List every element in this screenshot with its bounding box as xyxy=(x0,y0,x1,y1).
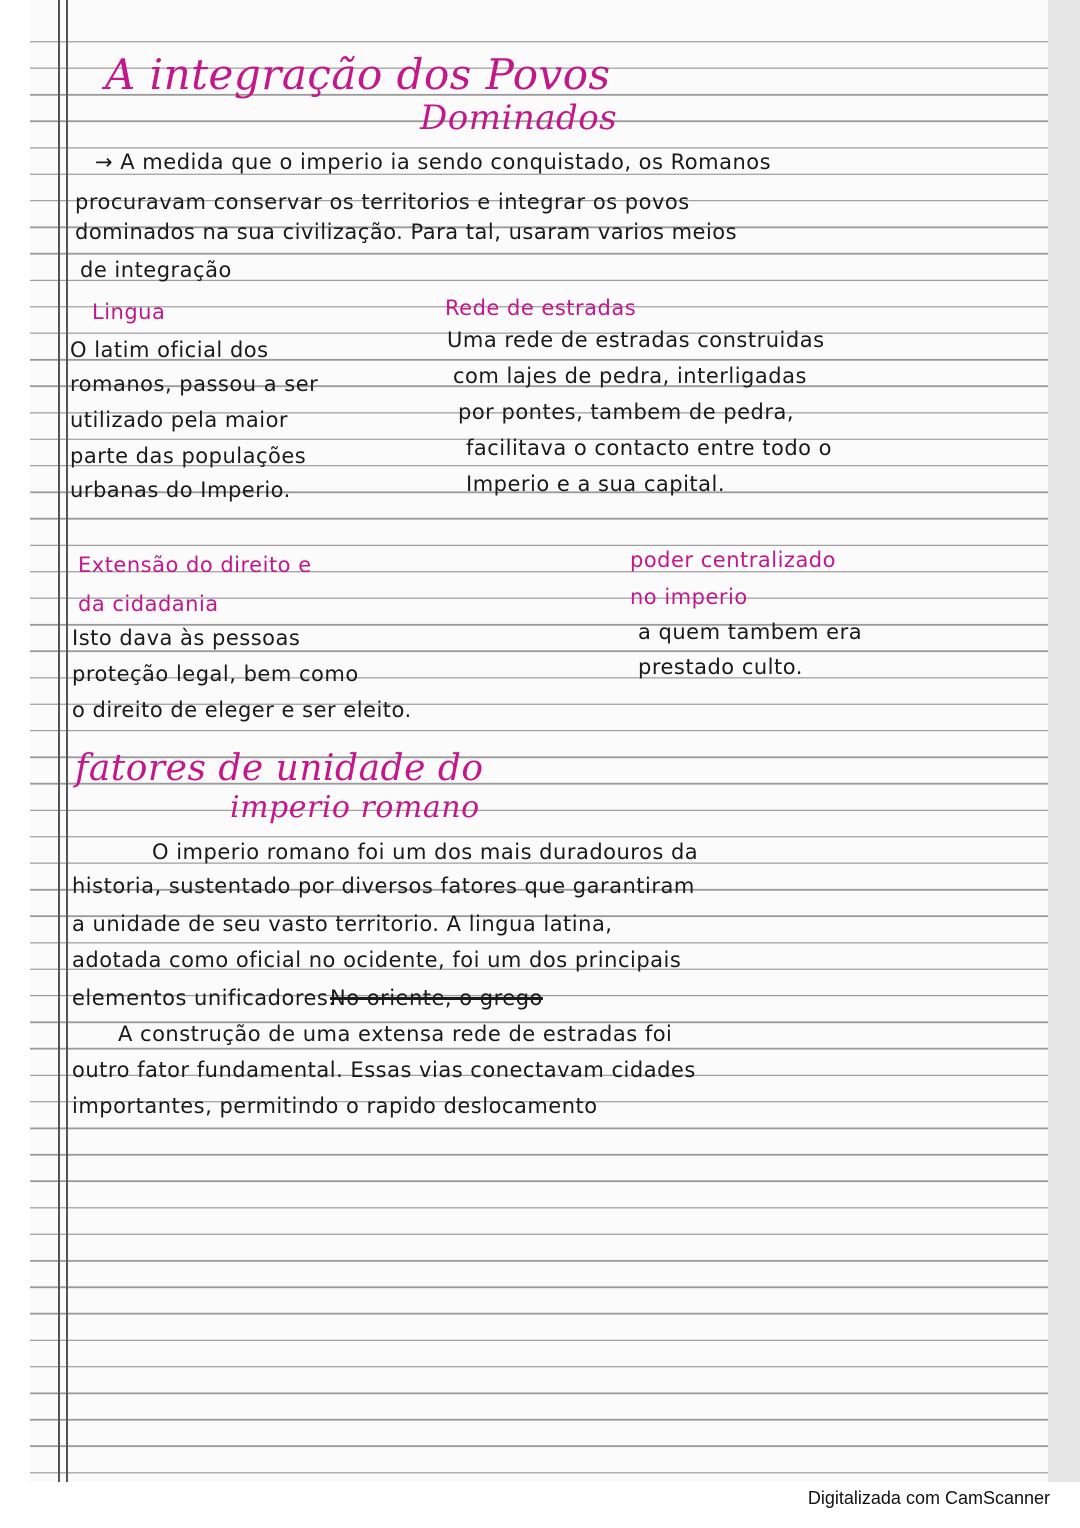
intro-line: → A medida que o imperio ia sendo conquistado, os Romanos xyxy=(95,150,772,174)
poder-heading: poder centralizado xyxy=(630,548,836,572)
fatores-title-1: fatores de unidade do xyxy=(75,748,484,789)
direito-line: proteção legal, bem como xyxy=(72,662,359,686)
estradas-line: facilitava o contacto entre todo o xyxy=(466,436,833,460)
direito-heading: Extensão do direito e xyxy=(78,553,312,577)
poder-line: a quem tambem era xyxy=(638,620,863,644)
fatores-line: adotada como oficial no ocidente, foi um dos principais xyxy=(72,948,682,972)
lingua-line: parte das populações xyxy=(70,444,307,468)
title-line-1: A integração dos Povos xyxy=(105,50,611,99)
lingua-line: utilizado pela maior xyxy=(70,408,289,432)
fatores-title-2: imperio romano xyxy=(230,790,480,825)
struck-text: No oriente, o grego xyxy=(330,986,543,1010)
estradas-line: Uma rede de estradas construidas xyxy=(447,328,825,352)
estradas-line: com lajes de pedra, interligadas xyxy=(453,364,807,388)
direito-heading: da cidadania xyxy=(78,592,219,616)
title-line-2: Dominados xyxy=(420,98,618,138)
fatores-line: outro fator fundamental. Essas vias conectavam cidades xyxy=(72,1058,696,1082)
intro-line: procuravam conservar os territorios e integrar os povos xyxy=(75,190,690,214)
fatores-line: a unidade de seu vasto territorio. A lingua latina, xyxy=(72,912,613,936)
direito-line: Isto dava às pessoas xyxy=(72,626,301,650)
lingua-heading: Lingua xyxy=(92,300,166,324)
lingua-line: O latim oficial dos xyxy=(70,338,269,362)
fatores-line: elementos unificadores. xyxy=(72,986,336,1010)
fatores-line: importantes, permitindo o rapido deslocamento xyxy=(72,1094,598,1118)
fatores-line: A construção de uma extensa rede de estradas foi xyxy=(118,1022,673,1046)
lingua-line: romanos, passou a ser xyxy=(70,372,319,396)
direito-line: o direito de eleger e ser eleito. xyxy=(72,698,412,722)
poder-heading: no imperio xyxy=(630,585,748,609)
estradas-line: Imperio e a sua capital. xyxy=(466,472,726,496)
lingua-line: urbanas do Imperio. xyxy=(70,478,291,502)
scanner-watermark: Digitalizada com CamScanner xyxy=(807,1488,1050,1508)
estradas-line: por pontes, tambem de pedra, xyxy=(458,400,795,424)
intro-line: dominados na sua civilização. Para tal, usaram varios meios xyxy=(75,220,738,244)
fatores-line: historia, sustentado por diversos fatores que garantiram xyxy=(72,874,695,898)
page-edge xyxy=(1048,0,1080,1482)
estradas-heading: Rede de estradas xyxy=(445,296,637,320)
poder-line: prestado culto. xyxy=(638,655,803,679)
intro-line: de integração xyxy=(80,258,232,282)
fatores-line: O imperio romano foi um dos mais duradouros da xyxy=(152,840,699,864)
margin-line xyxy=(58,0,60,1482)
margin-line xyxy=(66,0,68,1482)
